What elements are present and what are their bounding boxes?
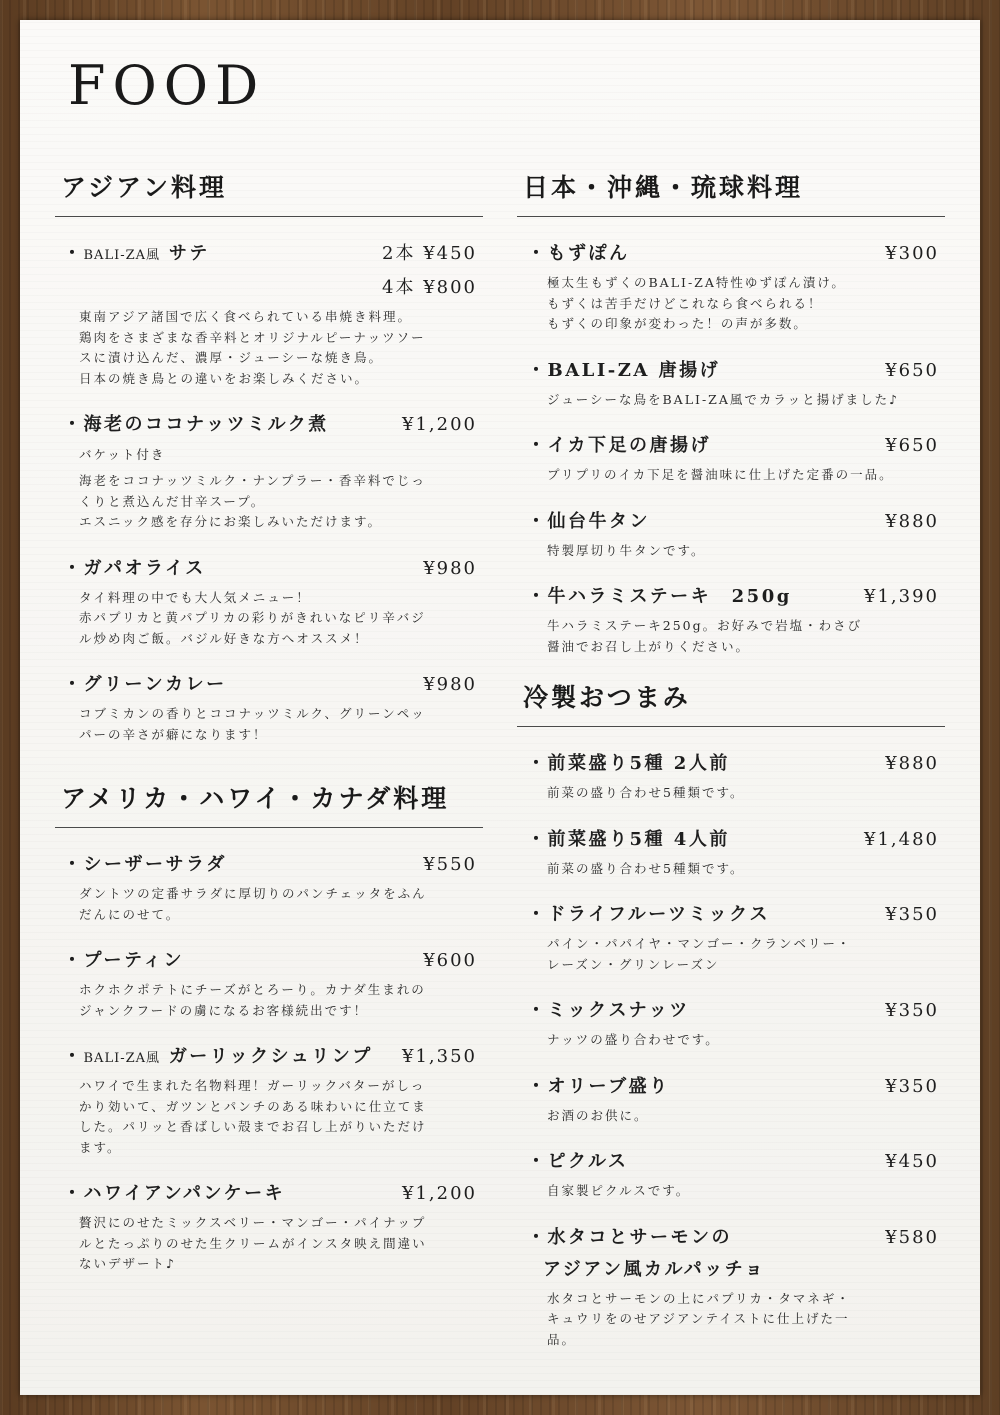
item-head: [517, 900, 945, 926]
item-name-text: 前菜盛り5種 2人前: [547, 753, 730, 774]
item-name-text: ピクルス: [547, 1151, 629, 1172]
description-line: 牛ハラミステーキ250g。お好みで岩塩・わさび: [547, 618, 863, 633]
item-name-text: サテ: [168, 243, 210, 264]
item-name-text: もずぽん: [547, 243, 630, 264]
item-head: [55, 1042, 483, 1068]
item-price: ¥880: [885, 753, 939, 774]
menu-item: [517, 356, 945, 411]
description-line: 赤パプリカと黄パプリカの彩りがきれいなピリ辛バジ: [79, 610, 426, 625]
item-price: ¥450: [885, 1151, 939, 1172]
menu-item: [517, 1147, 945, 1202]
menu-item: [517, 239, 945, 335]
item-price: ¥980: [423, 674, 477, 695]
page-title: FOOD: [68, 54, 266, 117]
item-head: [55, 850, 483, 876]
item-price: ¥980: [423, 557, 477, 579]
description-line: 海老をココナッツミルク・ナンプラー・香辛料でじっ: [79, 473, 426, 488]
description-line: ジャンクフードの虜になるお客様続出です！: [79, 1002, 369, 1018]
item-description: [517, 273, 945, 335]
item-name: ・シーザーサラダ: [63, 854, 227, 875]
item-head: [517, 1072, 945, 1098]
description-line: 贅沢にのせたミックスベリー・マンゴー・パイナップ: [79, 1215, 427, 1230]
left-column: [55, 168, 483, 1296]
description-line: レーズン・グリンレーズン: [547, 956, 720, 972]
item-head: [517, 749, 945, 775]
menu-item: [55, 239, 483, 389]
item-description: [55, 884, 483, 925]
item-description: [517, 1106, 945, 1127]
item-name: ・ハワイアンパンケーキ: [63, 1183, 286, 1204]
item-name-text: 仙台牛タン: [547, 510, 650, 532]
description-line: 極太生もずくのBALI-ZA特性ゆずぽん漬け。: [547, 275, 846, 290]
menu-item: [55, 1179, 483, 1275]
menu-paper: [20, 20, 980, 1395]
menu-item: [55, 554, 483, 650]
description-line: ルとたっぷりのせた生クリームがインスタ映え間違い: [79, 1235, 427, 1251]
menu-item: [55, 670, 483, 745]
item-description: [517, 934, 945, 975]
description-line: エスニック感を存分にお楽しみいただけます。: [79, 514, 383, 529]
item-name: ・ピクルス: [527, 1151, 629, 1172]
item-name: ・グリーンカレー: [63, 674, 227, 695]
item-name-text: イカ下足の唐揚げ: [547, 435, 711, 456]
item-list: [55, 828, 483, 1275]
description-line: かり効いて、ガツンとパンチのある味わいに仕立てま: [79, 1098, 427, 1114]
menu-item: [517, 749, 945, 804]
menu-item: [517, 996, 945, 1051]
item-name: ・プーティン: [63, 950, 185, 971]
menu-section: [517, 168, 945, 657]
item-subtitle: バケット付き: [79, 447, 166, 462]
item-price: ¥1,200: [402, 414, 477, 435]
item-description: [517, 541, 945, 562]
item-head: [517, 1223, 945, 1281]
item-description: [517, 390, 945, 411]
item-price: ¥1,390: [864, 586, 939, 607]
menu-item: [517, 1223, 945, 1351]
item-name-text: ガパオライス: [83, 557, 206, 579]
item-price: ¥880: [885, 510, 939, 532]
description-line: タイ料理の中でも大人気メニュー！: [79, 589, 311, 605]
item-name: ・海老のココナッツミルク煮: [63, 414, 329, 435]
item-description: [55, 1076, 483, 1158]
item-name-text: シーザーサラダ: [83, 854, 227, 875]
item-price: ¥1,480: [864, 828, 939, 850]
item-description: [517, 1289, 945, 1351]
section-heading: アメリカ・ハワイ・カナダ料理: [55, 779, 483, 828]
item-head: [55, 554, 483, 580]
item-description: [55, 307, 483, 389]
description-line: ナッツの盛り合わせです。: [547, 1032, 720, 1047]
item-description: [517, 783, 945, 804]
menu-section: [55, 168, 483, 745]
description-line: 前菜の盛り合わせ5種類です。: [547, 785, 745, 800]
item-head: [517, 1147, 945, 1173]
item-prefix: BALI-ZA風: [83, 248, 161, 263]
description-line: した。パリッと香ばしい殻までお召し上がりいただけ: [79, 1119, 427, 1134]
item-name: ・BALI-ZA風 ガーリックシュリンプ: [63, 1046, 373, 1067]
item-price-secondary: 4本 ¥800: [382, 277, 477, 298]
description-line: キュウリをのせアジアンテイストに仕上げた一: [547, 1311, 850, 1326]
item-head: [517, 239, 945, 265]
menu-item: [55, 410, 483, 533]
item-price: ¥550: [423, 854, 477, 875]
item-price: ¥1,200: [402, 1183, 477, 1204]
item-name-line2: アジアン風カルパッチョ: [543, 1258, 766, 1280]
description-line: 日本の焼き鳥との違いをお楽しみください。: [79, 370, 370, 386]
item-name: ・仙台牛タン: [527, 510, 650, 532]
description-line: もずくは苦手だけどこれなら食べられる！: [547, 295, 823, 311]
section-heading: 冷製おつまみ: [517, 678, 945, 727]
description-line: 東南アジア諸国で広く食べられている串焼き料理。: [79, 309, 413, 324]
item-name: ・前菜盛り5種 2人前: [527, 753, 730, 774]
item-description: [55, 704, 483, 745]
item-name-text: 前菜盛り5種 4人前: [547, 828, 730, 850]
item-name: ・水タコとサーモンの アジアン風カルパッチョ: [527, 1226, 766, 1280]
description-line: 品。: [547, 1331, 577, 1347]
item-description: [55, 588, 483, 650]
description-line: プリプリのイカ下足を醤油味に仕上げた定番の一品。: [547, 467, 894, 482]
item-description: [517, 1181, 945, 1202]
item-name-text: 水タコとサーモンの: [547, 1226, 732, 1248]
item-name: ・前菜盛り5種 4人前: [527, 828, 730, 850]
item-name-text: ミックスナッツ: [547, 1000, 690, 1021]
menu-item: [55, 1042, 483, 1158]
item-description: [517, 465, 945, 486]
description-line: 醤油でお召し上がりください。: [547, 638, 751, 654]
item-name: ・牛ハラミステーキ 250g: [527, 586, 792, 607]
item-list: [517, 727, 945, 1350]
description-line: ます。: [79, 1139, 122, 1155]
item-name-text: ガーリックシュリンプ: [168, 1046, 373, 1067]
item-price: ¥350: [885, 1000, 939, 1021]
item-head: [55, 670, 483, 696]
description-line: パイン・パパイヤ・マンゴー・クランベリー・: [547, 936, 852, 951]
menu-section: [517, 678, 945, 1350]
item-list: [517, 217, 945, 657]
right-column: [517, 168, 945, 1371]
description-line: ないデザート♪: [79, 1256, 176, 1271]
item-price: ¥350: [885, 904, 939, 925]
item-price: ¥300: [885, 243, 939, 264]
item-price: ¥650: [885, 435, 939, 456]
description-line: スに漬け込んだ、濃厚・ジューシーな焼き鳥。: [79, 350, 384, 365]
item-description: [517, 859, 945, 880]
item-name-text: 海老のココナッツミルク煮: [83, 414, 329, 435]
menu-item: [517, 1072, 945, 1127]
item-name-text: プーティン: [83, 950, 185, 971]
item-name-text: オリーブ盛り: [547, 1075, 670, 1097]
item-description: [517, 1030, 945, 1051]
item-head: [517, 996, 945, 1022]
menu-section: [55, 779, 483, 1275]
item-name: ・イカ下足の唐揚げ: [527, 435, 711, 456]
item-name: ・ミックスナッツ: [527, 1000, 690, 1021]
item-name: ・BALI-ZA 唐揚げ: [527, 359, 721, 381]
item-head: [517, 825, 945, 851]
item-name-text: グリーンカレー: [83, 674, 227, 695]
item-head: [517, 356, 945, 382]
item-name-text: ハワイアンパンケーキ: [83, 1183, 286, 1204]
description-line: コブミカンの香りとココナッツミルク、グリーンペッ: [79, 706, 426, 721]
item-price: ¥1,350: [402, 1046, 477, 1067]
description-line: 自家製ピクルスです。: [547, 1183, 691, 1198]
description-line: ホクホクポテトにチーズがとろーり。カナダ生まれの: [79, 982, 426, 997]
menu-item: [55, 850, 483, 925]
section-heading: 日本・沖縄・琉球料理: [517, 168, 945, 217]
item-name: ・BALI-ZA風 サテ: [63, 243, 210, 264]
description-line: だんにのせて。: [79, 906, 181, 922]
item-head: [517, 431, 945, 457]
description-line: ハワイで生まれた名物料理！ガーリックバターがしっ: [79, 1078, 426, 1093]
description-line: もずくの印象が変わった！の声が多数。: [547, 316, 808, 331]
item-name: ・ドライフルーツミックス: [527, 904, 770, 925]
description-line: くりと煮込んだ甘辛スープ。: [79, 493, 266, 509]
description-line: ジューシーな鳥をBALI-ZA風でカラッと揚げました♪: [547, 391, 900, 407]
item-name-text: BALI-ZA 唐揚げ: [547, 359, 721, 381]
item-description: [55, 1213, 483, 1275]
menu-item: [517, 900, 945, 975]
section-heading: アジアン料理: [55, 168, 483, 217]
item-list: [55, 217, 483, 745]
item-head: [517, 507, 945, 533]
description-line: 前菜の盛り合わせ5種類です。: [547, 860, 745, 876]
description-line: 鶏肉をさまざまな香辛料とオリジナルピーナッツソー: [79, 329, 426, 345]
description-line: ル炒め肉ご飯。バジル好きな方へオススメ！: [79, 630, 369, 646]
item-name-text: 牛ハラミステーキ 250g: [547, 586, 792, 607]
item-name: ・もずぽん: [527, 243, 630, 264]
item-head: [55, 946, 483, 972]
description-line: 特製厚切り牛タンです。: [547, 542, 706, 558]
menu-item: [517, 431, 945, 486]
item-price: ¥580: [885, 1226, 939, 1248]
item-price: ¥600: [423, 950, 477, 971]
description-line: ダントツの定番サラダに厚切りのパンチェッタをふん: [79, 886, 427, 901]
menu-item: [55, 946, 483, 1021]
item-price: ¥350: [885, 1075, 939, 1097]
item-head: [517, 582, 945, 608]
item-description: [517, 616, 945, 657]
description-line: パーの辛さが癖になります！: [79, 726, 268, 742]
item-head: [55, 239, 483, 265]
item-description: [55, 980, 483, 1021]
item-price: ¥650: [885, 359, 939, 381]
menu-item: [517, 582, 945, 657]
item-name: ・ガパオライス: [63, 557, 206, 579]
item-prefix: BALI-ZA風: [83, 1051, 161, 1066]
item-head: [55, 1179, 483, 1205]
item-price: 2本 ¥450: [382, 243, 477, 264]
menu-item: [517, 825, 945, 880]
item-name-text: ドライフルーツミックス: [547, 904, 770, 925]
item-description: [55, 471, 483, 533]
description-line: 水タコとサーモンの上にパプリカ・タマネギ・: [547, 1290, 851, 1306]
item-name: ・オリーブ盛り: [527, 1075, 670, 1097]
menu-item: [517, 507, 945, 562]
item-head: [55, 410, 483, 436]
description-line: お酒のお供に。: [547, 1107, 649, 1123]
